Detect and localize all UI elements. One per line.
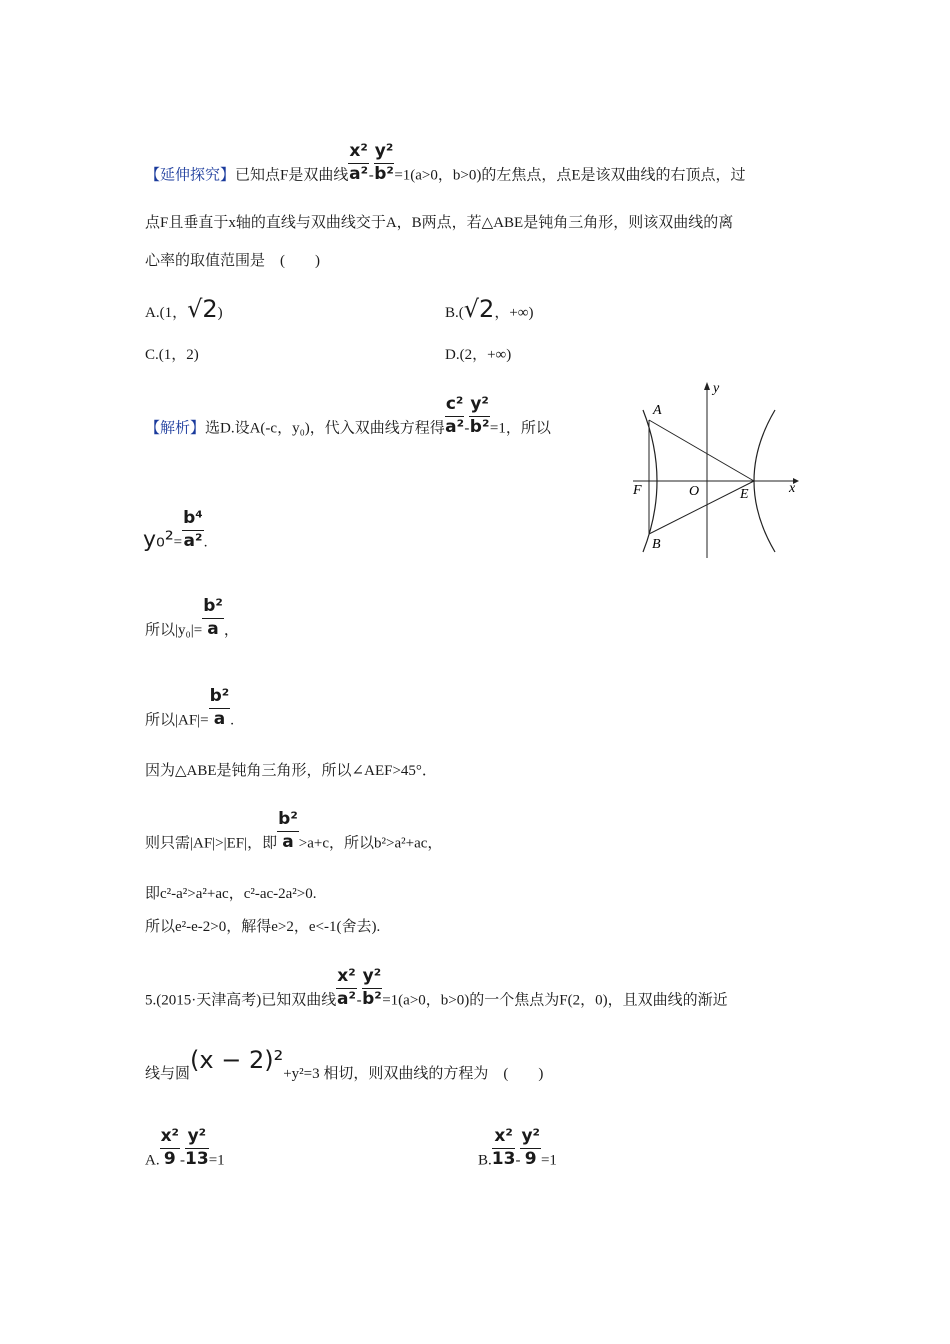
solution-line3: 所以|y₀|= $\frac{\text{b²}}{a}$ ， xyxy=(145,596,239,639)
solution-line2: y₀²= $\frac{\text{b⁴}}{\text{a²}}$ . xyxy=(143,508,208,553)
solution-line8: 所以e²-e-2>0，解得e>2，e<-1(舍去). xyxy=(145,919,381,935)
extension-tag: 【延伸探究】 xyxy=(145,167,236,184)
hyperbola-fraction-x: $\frac{\text{x²}}{\text{a²}}$ xyxy=(349,141,369,184)
solution-line6: 则只需|AF|>|EF|，即 $\frac{\text{b²}}{a}$ >a+c，所以b²>a²+ac， xyxy=(145,809,443,852)
sqrt2-root: √2 xyxy=(187,295,218,323)
option-a: A.(1，√2) xyxy=(145,295,223,323)
label-A: A xyxy=(653,403,662,418)
label-B: B xyxy=(652,537,661,552)
label-x: x xyxy=(789,481,796,496)
segment-AE xyxy=(649,420,754,481)
segment-BE xyxy=(649,481,754,534)
solution-line5: 因为△ABE是钝角三角形，所以∠AEF>45°． xyxy=(145,763,437,779)
option-d: D.(2，+∞) xyxy=(445,347,512,363)
label-y: y xyxy=(713,381,720,396)
solution-line4: 所以|AF|= $\frac{\text{b²}}{a}$ . xyxy=(145,686,235,729)
problem5-option-b: B. $\frac{\text{x²}}{13}$ - $\frac{\text{y²}}{9}$ =1 xyxy=(478,1126,557,1169)
solution-tag: 【解析】 xyxy=(145,420,206,437)
problem5-line2: 线与圆(x − 2)²+y²=3 相切，则双曲线的方程为 ( ) xyxy=(145,1046,544,1082)
option-b: B.(√2，+∞) xyxy=(445,295,534,323)
label-F: F xyxy=(633,483,642,498)
sqrt2-root: √2 xyxy=(463,295,495,323)
label-E: E xyxy=(740,487,749,502)
y-axis-arrow xyxy=(704,382,710,390)
solution-line1: 【解析】选D.设A(-c，y₀)，代入双曲线方程得 $\frac{\text{c²}}{\text{a²}}$ - $\frac{\text{y²}}{\text{b²}}$ =1，所以 xyxy=(145,394,551,437)
solution-line7: 即c²-a²>a²+ac，c²-ac-2a²>0. xyxy=(145,886,317,902)
problem4-line2: 点F且垂直于x轴的直线与双曲线交于A，B两点，若△ABE是钝角三角形，则该双曲线的离 xyxy=(145,215,734,231)
problem4-line1: 【延伸探究】已知点F是双曲线 $\frac{\text{x²}}{\text{a²}}$ - $\frac{\text{y²}}{\text{b²}}$ =1(a>0，b>0)的左焦点，点E是该双曲线的右顶点，过 xyxy=(145,141,746,184)
problem5-line1: 5.(2015·天津高考)已知双曲线 $\frac{\text{x²}}{\text{a²}}$ - $\frac{\text{y²}}{\text{b²}}$ =1(a>0，b>0)的一个焦点为F(2，0)，且双曲线的渐近 xyxy=(145,966,728,1009)
circle-expression: (x − 2)² xyxy=(190,1046,284,1074)
problem4-line3: 心率的取值范围是 ( ) xyxy=(145,253,320,269)
hyperbola-figure xyxy=(625,378,825,563)
option-c: C.(1，2) xyxy=(145,347,199,363)
label-O: O xyxy=(689,484,700,499)
hyperbola-fraction-y: $\frac{\text{y²}}{\text{b²}}$ xyxy=(374,141,394,184)
problem5-option-a: A. $\frac{\text{x²}}{9}$ - $\frac{\text{y²}}{13}$ =1 xyxy=(145,1126,225,1169)
